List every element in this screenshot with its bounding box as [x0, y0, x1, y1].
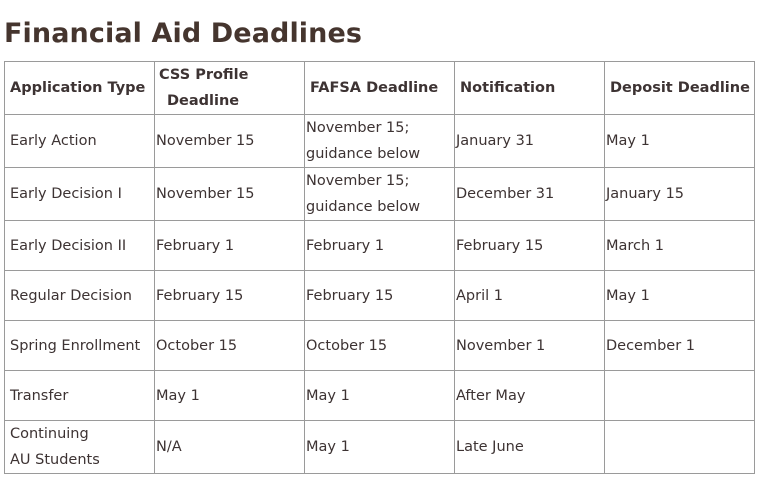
cell-application-type: Early Decision II — [5, 221, 155, 271]
table-header-row — [5, 62, 755, 115]
header-fafsa: FAFSA Deadline — [305, 62, 455, 115]
cell-fafsa-line1: November 15; — [306, 173, 410, 189]
cell-application-type: Transfer — [5, 371, 155, 421]
cell-deposit-deadline: March 1 — [605, 221, 755, 271]
cell-deposit-deadline — [605, 421, 755, 474]
page-title: Financial Aid Deadlines — [4, 18, 363, 49]
cell-fafsa-deadline: February 15 — [305, 271, 455, 321]
table-row — [5, 168, 755, 221]
cell-notification: January 31 — [455, 115, 605, 168]
cell-notification: After May — [455, 371, 605, 421]
table-row — [5, 421, 755, 474]
cell-notification: February 15 — [455, 221, 605, 271]
header-css-profile-line2: Deadline — [167, 93, 240, 109]
cell-deposit-deadline: May 1 — [605, 115, 755, 168]
table-row — [5, 271, 755, 321]
cell-css-deadline: October 15 — [155, 321, 305, 371]
cell-application-type: Early Decision I — [5, 168, 155, 221]
cell-fafsa-deadline: October 15 — [305, 321, 455, 371]
cell-application-type: Spring Enrollment — [5, 321, 155, 371]
cell-notification: April 1 — [455, 271, 605, 321]
cell-css-deadline: N/A — [155, 421, 305, 474]
table-row — [5, 321, 755, 371]
cell-application-type: Regular Decision — [5, 271, 155, 321]
cell-fafsa-deadline: May 1 — [305, 371, 455, 421]
table-row — [5, 371, 755, 421]
cell-fafsa-line1: November 15; — [306, 120, 410, 136]
deadlines-table — [4, 61, 755, 474]
cell-deposit-deadline: May 1 — [605, 271, 755, 321]
cell-fafsa-deadline — [305, 115, 455, 168]
cell-fafsa-deadline: May 1 — [305, 421, 455, 474]
cell-css-deadline: November 15 — [155, 168, 305, 221]
header-css-profile-line1: CSS Profile — [159, 67, 249, 83]
header-deposit: Deposit Deadline — [605, 62, 755, 115]
cell-deposit-deadline: December 1 — [605, 321, 755, 371]
cell-css-deadline: February 1 — [155, 221, 305, 271]
cell-type-line2: AU Students — [10, 452, 100, 468]
cell-fafsa-deadline: February 1 — [305, 221, 455, 271]
cell-deposit-deadline: January 15 — [605, 168, 755, 221]
table-row — [5, 115, 755, 168]
header-css-profile — [155, 62, 305, 115]
cell-type-line1: Continuing — [10, 426, 89, 442]
cell-css-deadline: February 15 — [155, 271, 305, 321]
header-application-type: Application Type — [5, 62, 155, 115]
table-row — [5, 221, 755, 271]
cell-notification: November 1 — [455, 321, 605, 371]
cell-notification: December 31 — [455, 168, 605, 221]
cell-css-deadline: May 1 — [155, 371, 305, 421]
cell-fafsa-line2: guidance below — [306, 146, 421, 162]
cell-application-type — [5, 421, 155, 474]
cell-application-type: Early Action — [5, 115, 155, 168]
cell-fafsa-deadline — [305, 168, 455, 221]
cell-css-deadline: November 15 — [155, 115, 305, 168]
header-notification: Notification — [455, 62, 605, 115]
cell-deposit-deadline — [605, 371, 755, 421]
cell-fafsa-line2: guidance below — [306, 199, 421, 215]
cell-notification: Late June — [455, 421, 605, 474]
